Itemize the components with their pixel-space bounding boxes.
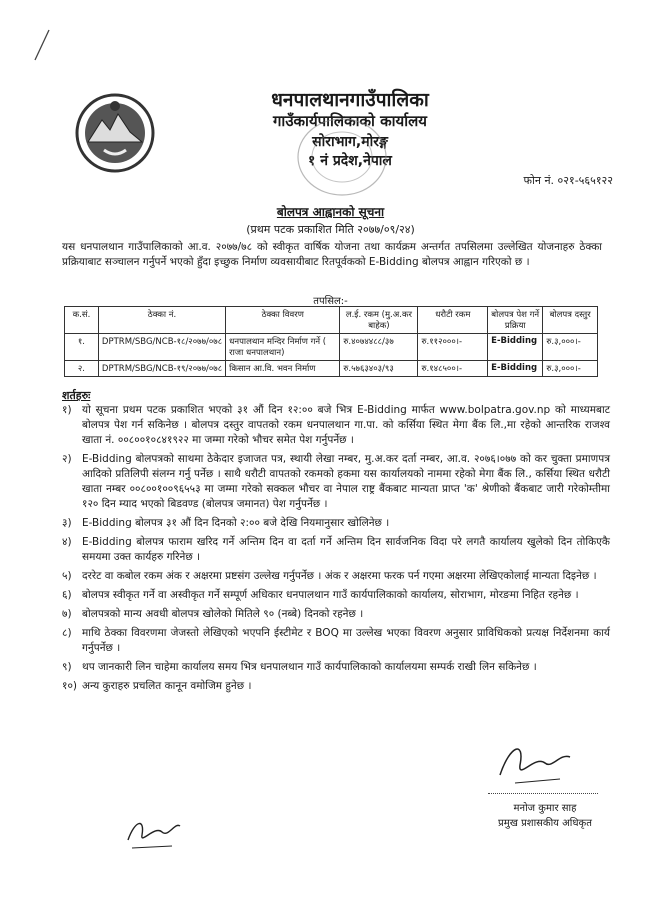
notice-subtitle: (प्रथम पटक प्रकाशित मिति २०७७/०९/२४) (246, 223, 415, 236)
col-header: ठेक्का नं. (98, 307, 225, 334)
condition-text: बोलपत्रको मान्य अवधी बोलपत्र खोलेको मितिले ९० (नब्बे) दिनको रहनेछ । (82, 608, 364, 620)
condition-number: ५) (62, 570, 72, 582)
table-label: तपसिल:- (313, 296, 348, 307)
condition-text: बोलपत्र स्वीकृत गर्ने वा अस्वीकृत गर्ने सम्पूर्ण अधिकार धनपालथान गाउँ कार्यपालिकाको कार्यालय, सोराभाग, मोरङमा निहित रहनेछ । (82, 589, 579, 601)
signature-line (488, 793, 598, 794)
col-header: धरौटी रकम (418, 307, 488, 334)
condition-text: दररेट वा कबोल रकम अंक र अक्षरमा प्रष्टसंग उल्लेख गर्नुपर्नेछ । अंक र अक्षरमा फरक पर्न गएमा अक्षरमा लेखिएकोलाई मान्यता दिइनेछ । (82, 570, 597, 582)
table-cell: DPTRM/SBG/NCB-१८/२०७७/०७८ (98, 334, 225, 361)
condition-text: E-Bidding बोलपत्र फाराम खरिद गर्ने अन्तिम दिन वा दर्ता गर्ने अन्तिम दिन सार्वजनिक विदा परे लगतै कार्यालय खुलेको दिन तोकिएकै समयमा उक्त कार्यहरु गरिनेछ । (82, 536, 610, 563)
list-item (62, 660, 610, 675)
bid-table (64, 306, 598, 377)
initials-signature (120, 810, 185, 855)
list-item (62, 535, 610, 565)
table-row (65, 334, 598, 361)
condition-number: ९) (62, 661, 72, 673)
condition-text: थप जानकारी लिन चाहेमा कार्यालय समय भित्र धनपालथान गाउँ कार्यपालिकाको कार्यालयमा सम्पर्क राखी लिन सकिनेछ । (82, 661, 537, 673)
table-cell: रु.३,०००।- (543, 334, 598, 361)
condition-number: ७) (62, 608, 72, 620)
condition-text: अन्य कुराहरु प्रचलित कानून वमोजिम हुनेछ । (82, 680, 252, 692)
office-province: १ नं प्रदेश,नेपाल (308, 153, 392, 169)
col-header: ठेक्का विवरण (226, 307, 340, 334)
table-cell: किसान आ.वि. भवन निर्माण (226, 361, 340, 377)
condition-number: ३) (62, 517, 72, 529)
phone-number: फोन नं. ०२१-५६५१२२ (523, 174, 613, 187)
notice-intro: यस धनपालथान गाउँपालिकाको आ.व. २०७७/७८ को स्वीकृत वार्षिक योजना तथा कार्यक्रम अन्तर्गत तपसिलमा उल्लेखित योजनाहरु ठेक्का प्रक्रियाबाट सञ्चालन गर्नुपर्ने भएको हुँदा इच्छुक निर्माण व्यवसायीबाट रितपूर्वकको E-Bidding बोलपत्र आह्वान गरिएको छ । (62, 241, 602, 268)
condition-text: E-Bidding बोलपत्र ३१ औं दिन दिनको २:०० बजे देखि नियमानुसार खोलिनेछ । (82, 517, 390, 529)
condition-number: १०) (62, 680, 78, 692)
signatory-designation: प्रमुख प्रशासकीय अधिकृत (498, 818, 592, 829)
table-cell: रु.१४८५००।- (418, 361, 488, 377)
table-cell: धनपालथान मन्दिर निर्माण गर्ने ( राजा धनपालथान) (226, 334, 340, 361)
table-cell: E-Bidding (488, 361, 543, 377)
office-stamp (292, 112, 392, 202)
condition-text: यो सूचना प्रथम पटक प्रकाशित भएको ३१ औं दिन १२:०० बजे भित्र E-Bidding मार्फत www.bolpatra.gov.np को माध्यमबाट बोलपत्र पेश गर्न सकिनेछ । बोलपत्र दस्तुर वापतको रकम धनपालथान गा.पा. को कर्सिया स्थित मेगा बैंक लि.,मा रहेको आन्तरिक राजश्व खाता नं. ००८००१०८४१९२२ मा जम्मा गरेको भौचर समेत पेश गर्नुपर्नेछ । (82, 404, 610, 446)
condition-number: १) (62, 404, 72, 416)
office-name: धनपालथानगाउँपालिका (271, 89, 429, 111)
office-subtitle: गाउँकार्यपालिकाको कार्यालय (272, 112, 427, 130)
col-header: बोलपत्र पेश गर्ने प्रक्रिया (488, 307, 543, 334)
list-item (62, 569, 610, 584)
condition-number: ४) (62, 536, 72, 548)
table-cell: DPTRM/SBG/NCB-१९/२०७७/०७८ (98, 361, 225, 377)
list-item (62, 607, 610, 622)
condition-number: ८) (62, 627, 72, 639)
list-item (62, 452, 610, 512)
condition-number: ६) (62, 589, 72, 601)
table-cell: रु.४०७४४८८/३७ (340, 334, 418, 361)
list-item (62, 679, 610, 694)
condition-number: २) (62, 453, 72, 465)
condition-text: E-Bidding बोलपत्रको साथमा ठेकेदार इजाजत पत्र, स्थायी लेखा नम्बर, मु.अ.कर दर्ता नम्बर, आ.व. २०७६।०७७ को कर चुक्ता प्रमाणपत्र आदिको प्रतिलिपी संलग्न गर्नु पर्नेछ । साथै धरौटी वापतको रकमको हकमा यस कार्यालयको नाममा रहेको मेगा बैंक लि., कर्सिया स्थित धरौटी खाता नम्बर ००८००१००९६५५३ मा जम्मा गरेको सक्कल भौचर वा नेपाल राष्ट्र बैंकबाट मान्यता प्राप्त 'क' श्रेणीको बैंकबाट जारी गरेकोम्तीमा १२० दिन म्याद भएको बिडवण्ड (बोलपत्र जमानत) पेश गर्नुपर्नेछ । (82, 453, 610, 510)
col-header: ल.ई. रकम (मु.अ.कर बाहेक) (340, 307, 418, 334)
col-header: क.सं. (65, 307, 99, 334)
notice-title: बोलपत्र आह्वानको सूचना (276, 205, 385, 219)
table-cell: रु.११२०००।- (418, 334, 488, 361)
pen-mark (32, 28, 52, 64)
table-cell: २. (65, 361, 99, 377)
list-item (62, 403, 610, 448)
table-header-row (65, 307, 598, 334)
list-item (62, 516, 610, 531)
office-location: सोराभाग,मोरङ्ग (312, 134, 388, 150)
table-cell: E-Bidding (488, 334, 543, 361)
table-cell: रु.५७६३४०३/९३ (340, 361, 418, 377)
conditions-list (62, 403, 610, 698)
table-cell: १. (65, 334, 99, 361)
conditions-title: शर्तहरुः (62, 389, 91, 402)
col-header: बोलपत्र दस्तुर (543, 307, 598, 334)
list-item (62, 626, 610, 656)
government-emblem-icon (74, 92, 156, 174)
table-cell: रु.३,०००।- (543, 361, 598, 377)
condition-text: माथि ठेक्का विवरणमा जेजस्तो लेखिएको भएपनि ईस्टीमेट र BOQ मा उल्लेख भएका विवरण अनुसार प्राविधिकको प्रत्यक्ष निर्देशनमा कार्य गर्नुपर्नेछ । (82, 627, 610, 654)
signatory-name: मनोज कुमार साह (513, 803, 577, 814)
officer-signature (490, 735, 580, 790)
list-item (62, 588, 610, 603)
table-row (65, 361, 598, 377)
